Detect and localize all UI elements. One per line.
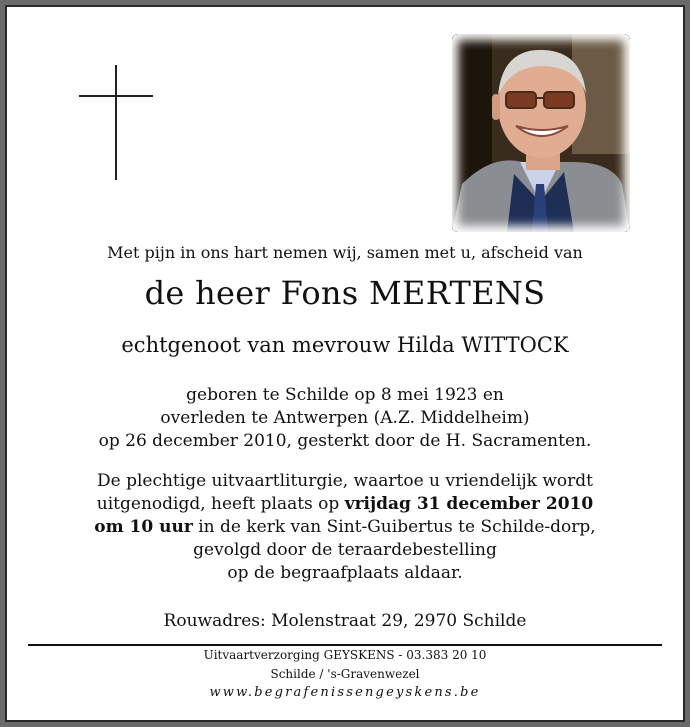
birth-death-block <box>12 384 678 453</box>
funeral-church-text: in de kerk van Sint-Guibertus te Schilde-dorp, <box>192 517 596 537</box>
funeral-line-5: op de begraafplaats aldaar. <box>227 563 463 583</box>
deceased-name: de heer Fons MERTENS <box>144 274 546 312</box>
funeral-line-1: De plechtige uitvaartliturgie, waartoe u vriendelijk wordt <box>96 471 593 491</box>
funeral-line-2 <box>12 493 678 516</box>
undertaker-locations: Schilde / 's-Gravenwezel <box>270 667 420 681</box>
death-date-line: op 26 december 2010, gesterkt door de H. Sacramenten. <box>98 431 592 451</box>
undertaker-website: www.begrafenissengeyskens.be <box>209 685 481 700</box>
funeral-line-3 <box>12 516 678 539</box>
mourning-address: Rouwadres: Molenstraat 29, 2970 Schilde <box>163 611 527 631</box>
death-line: overleden te Antwerpen (A.Z. Middelheim) <box>160 408 530 428</box>
birth-line: geboren te Schilde op 8 mei 1923 en <box>186 385 504 405</box>
portrait-photo <box>452 34 630 232</box>
intro-text: Met pijn in ons hart nemen wij, samen met u, afscheid van <box>107 243 583 262</box>
funeral-line-4: gevolgd door de teraardebestelling <box>193 540 497 560</box>
funeral-block <box>12 470 678 585</box>
funeral-date: vrijdag 31 december 2010 <box>344 494 594 514</box>
footer-divider <box>28 644 662 646</box>
undertaker-line: Uitvaartverzorging GEYSKENS - 03.383 20 10 <box>203 648 487 662</box>
spouse-text: echtgenoot van mevrouw Hilda WITTOCK <box>121 333 569 357</box>
funeral-invite-text: uitgenodigd, heeft plaats op <box>96 494 345 514</box>
portrait-illustration <box>452 34 630 232</box>
funeral-time: om 10 uur <box>94 517 193 537</box>
cross-vertical-bar <box>115 65 117 180</box>
cross-horizontal-bar <box>79 95 153 97</box>
